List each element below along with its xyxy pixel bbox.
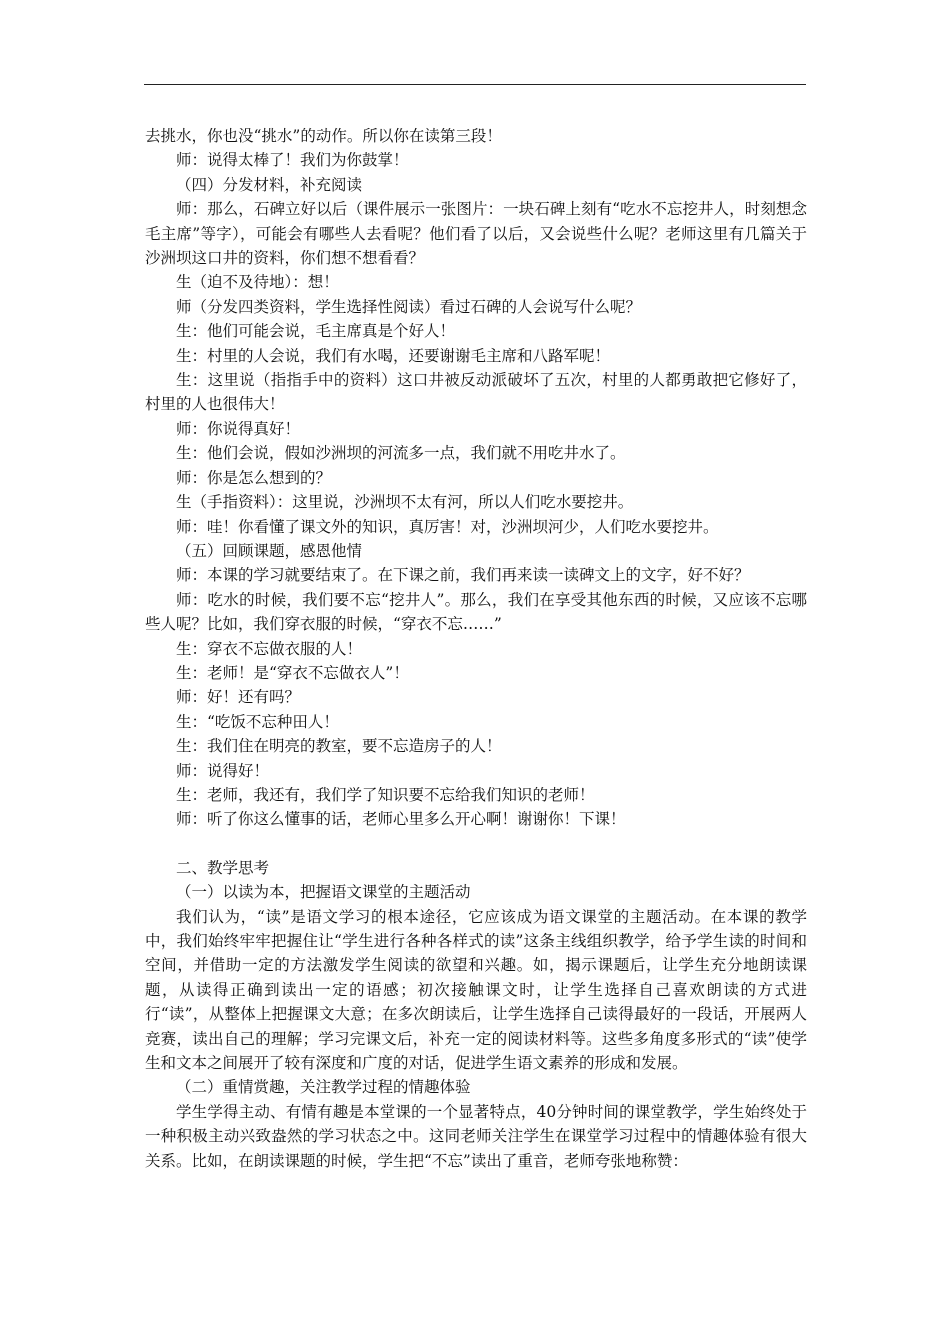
paragraph: （四）分发材料，补充阅读 [176,175,363,194]
paragraph: 生：他们可能会说，毛主席真是个好人！ [176,322,456,341]
paragraph: 生（迫不及待地）：想！ [176,273,339,292]
paragraph: 师：听了你这么懂事的话，老师心里多么开心啊！谢谢你！下课！ [176,810,626,829]
paragraph: 师：说得好！ [176,761,270,780]
paragraph: 师：说得太棒了！我们为你鼓掌！ [176,151,409,170]
section-gap [145,832,807,856]
dialogue-section [145,124,807,832]
paragraph: 师：那么，石碑立好以后（课件展示一张图片：一块石碑上刻有“吃水不忘挖井人，时刻想念毛主席”等字），可能会有哪些人去看呢？他们看了以后，又会说些什么呢？老师这里有几篇关于沙洲坝这口井的资料，你们想不想看看？ [145,200,807,268]
paragraph: 生：老师！是“穿衣不忘做衣人”！ [176,663,409,682]
header-rule [144,84,806,85]
paragraph: 师：你是怎么想到的？ [176,468,332,487]
paragraph: 去挑水，你也没“挑水”的动作。所以你在读第三段！ [145,127,502,145]
paragraph: 师：哇！你看懂了课文外的知识，真厉害！对，沙洲坝河少，人们吃水要挖井。 [176,517,719,536]
paragraph: 生：我们住在明亮的教室，要不忘造房子的人！ [176,737,502,756]
paragraph: 师：你说得真好！ [176,419,301,438]
paragraph: （五）回顾课题，感恩他情 [176,541,363,560]
paragraph: 生（手指资料）：这里说，沙洲坝不太有河，所以人们吃水要挖井。 [176,493,634,512]
paragraph: 师：好！还有吗？ [176,688,301,707]
reflection-section [145,856,807,1173]
paragraph: 我们认为，“读”是语文学习的根本途径，它应该成为语文课堂的主题活动。在本课的教学中，我们始终牢牢把握住让“学生进行各种各样式的读”这条主线组织教学，给予学生读的时间和空间，并借助一定的方法激发学生阅读的欲望和兴趣。如，揭示课题后，让学生充分地朗读课题，从读得正确到读出一定的语感；初次接触课文时，让学生选择自己喜欢朗读的方式进行“读”，从整体上把握课文大意；在多次朗读后，让学生选择自己读得最好的一段话，开展两人竞赛，读出自己的理解；学习完课文后，补充一定的阅读材料等。这些多角度多形式的“读”使学生和文本之间展开了较有深度和广度的对话，促进学生语文素养的形成和发展。 [145,907,807,1073]
paragraph: 生：穿衣不忘做衣服的人！ [176,639,363,658]
paragraph: 生：“吃饭不忘种田人！ [176,712,339,731]
paragraph: 学生学得主动、有情有趣是本堂课的一个显著特点，40分钟时间的课堂教学，学生始终处于一种积极主动兴致盎然的学习状态之中。这同老师关注学生在课堂学习过程中的情趣体验有很大关系。比如，在朗读课题的时候，学生把“不忘”读出了重音，老师夸张地称赞： [145,1102,807,1170]
paragraph: 生：他们会说，假如沙洲坝的河流多一点，我们就不用吃井水了。 [176,444,626,463]
paragraph: （二）重情赏趣，关注教学过程的情趣体验 [176,1078,471,1097]
paragraph: 生：村里的人会说，我们有水喝，还要谢谢毛主席和八路军呢！ [176,346,611,365]
paragraph: 师（分发四类资料，学生选择性阅读）看过石碑的人会说写什么呢？ [176,297,642,316]
paragraph: 师：本课的学习就要结束了。在下课之前，我们再来读一读碑文上的文字，好不好？ [176,566,750,585]
paragraph: 生：老师，我还有，我们学了知识要不忘给我们知识的老师！ [176,785,595,804]
paragraph: （一）以读为本，把握语文课堂的主题活动 [176,883,471,902]
document-body [145,124,807,1173]
paragraph: 二、教学思考 [176,858,270,877]
paragraph: 生：这里说（指指手中的资料）这口井被反动派破坏了五次，村里的人都勇敢把它修好了，村里的人也很伟大！ [145,371,807,414]
paragraph: 师：吃水的时候，我们要不忘“挖井人”。那么，我们在享受其他东西的时候，又应该不忘哪些人呢？比如，我们穿衣服的时候，“穿衣不忘……” [145,590,807,634]
